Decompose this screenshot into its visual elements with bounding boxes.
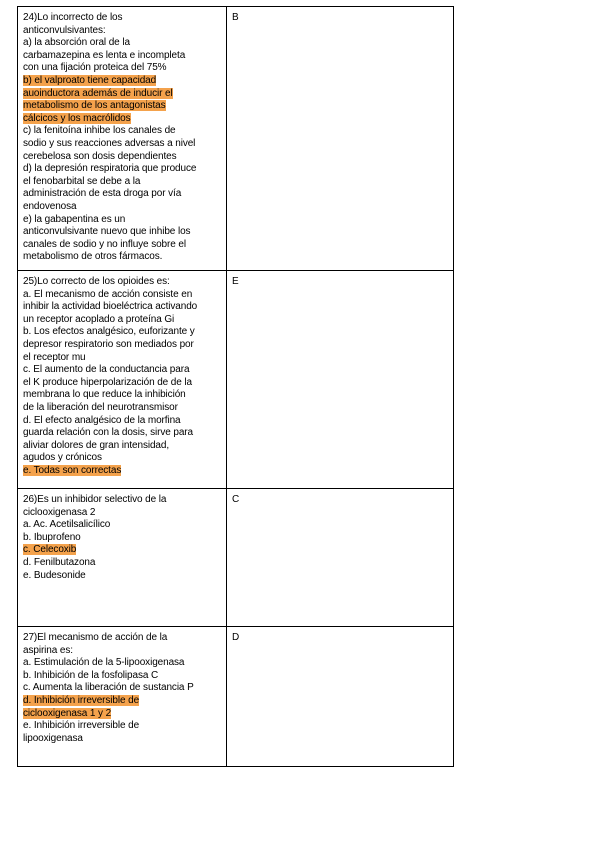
question-text-line: [23, 377, 222, 390]
question-row-26: [18, 488, 453, 626]
highlighted-answer-text: c. Celecoxib: [23, 544, 77, 556]
highlighted-answer-text: e. Todas son correctas: [23, 464, 122, 476]
question-text: cerebelosa son dosis dependientes: [23, 150, 177, 162]
question-text-line: [23, 557, 222, 570]
question-text: 25)Lo correcto de los opioides es:: [23, 276, 170, 287]
question-text: 24)Lo incorrecto de los: [23, 12, 123, 23]
question-text-line: [23, 289, 222, 302]
question-text-line: [23, 427, 222, 440]
question-cell: [18, 271, 227, 488]
question-cell: [18, 627, 227, 766]
question-text: agudos y crónicos: [23, 452, 102, 464]
question-text: 26)Es un inhibidor selectivo de la: [23, 494, 167, 505]
question-text: el fenobarbital se debe a la: [23, 175, 141, 187]
question-text-line: [23, 720, 222, 733]
question-text-line: [23, 670, 222, 683]
answer-cell: [227, 7, 453, 270]
question-row-27: [18, 626, 453, 766]
answer-letter: D: [232, 632, 240, 643]
question-text: a. El mecanismo de acción consiste en: [23, 288, 193, 300]
question-text: metabolismo de otros fármacos.: [23, 251, 163, 263]
question-text: e) la gabapentina es un: [23, 213, 126, 225]
question-text-line: [23, 402, 222, 415]
question-text-line: [23, 519, 222, 532]
question-text-line: [23, 239, 222, 252]
question-text: lipooxigenasa: [23, 732, 83, 744]
question-text-line: [23, 25, 222, 38]
question-text-line: [23, 452, 222, 465]
question-text-line: [23, 632, 222, 645]
question-text-line: [23, 125, 222, 138]
question-text: guarda relación con la dosis, sirve para: [23, 427, 193, 439]
question-row-25: [18, 270, 453, 488]
question-text-line: [23, 544, 222, 557]
question-text-line: [23, 176, 222, 189]
question-text-line: [23, 364, 222, 377]
question-text: canales de sodio y no influye sobre el: [23, 238, 186, 250]
question-text: el receptor mu: [23, 351, 86, 363]
question-text-line: [23, 314, 222, 327]
question-text: a. Estimulación de la 5-lipooxigenasa: [23, 657, 185, 669]
question-text-line: [23, 657, 222, 670]
question-text-line: [23, 339, 222, 352]
question-text-line: [23, 214, 222, 227]
question-text-line: [23, 75, 222, 88]
question-text-line: [23, 389, 222, 402]
question-text-line: [23, 532, 222, 545]
highlighted-answer-text: b) el valproato tiene capacidad: [23, 74, 157, 86]
question-text-line: [23, 251, 222, 264]
question-text-line: [23, 201, 222, 214]
question-text-line: [23, 163, 222, 176]
question-text: d. Fenilbutazona: [23, 556, 96, 568]
question-row-24: [18, 7, 453, 270]
question-text: de la liberación del neurotransmisor: [23, 401, 178, 413]
question-text-line: [23, 12, 222, 25]
question-text: b. Los efectos analgésico, euforizante y: [23, 326, 195, 338]
question-text-line: [23, 326, 222, 339]
quiz-table: [17, 6, 454, 767]
question-text: inhibir la actividad bioeléctrica activando: [23, 301, 198, 313]
question-text-line: [23, 301, 222, 314]
question-text: a. Ac. Acetilsalicílico: [23, 519, 111, 531]
question-cell: [18, 489, 227, 626]
highlighted-answer-text: auoinductora además de inducir el: [23, 87, 173, 99]
question-text: endovenosa: [23, 200, 77, 212]
question-text: ciclooxigenasa 2: [23, 506, 96, 518]
answer-letter: B: [232, 12, 239, 23]
question-text-line: [23, 645, 222, 658]
question-text-line: [23, 415, 222, 428]
highlighted-answer-text: cálcicos y los macrólidos: [23, 112, 131, 124]
question-text-line: [23, 352, 222, 365]
question-text: sodio y sus reacciones adversas a nivel: [23, 137, 196, 149]
question-cell: [18, 7, 227, 270]
question-text: e. Budesonide: [23, 569, 86, 581]
highlighted-answer-text: metabolismo de los antagonistas: [23, 100, 166, 112]
question-text-line: [23, 570, 222, 583]
question-text: aspirina es:: [23, 644, 73, 656]
answer-cell: [227, 271, 453, 488]
question-text: anticonvulsivantes:: [23, 24, 106, 36]
question-text: e. Inhibición irreversible de: [23, 720, 140, 732]
question-text: c. Aumenta la liberación de sustancia P: [23, 682, 194, 694]
question-text-line: [23, 113, 222, 126]
question-text: c) la fenitoína inhibe los canales de: [23, 125, 176, 137]
question-text: anticonvulsivante nuevo que inhibe los: [23, 226, 191, 238]
question-text: b. Inhibición de la fosfolipasa C: [23, 669, 159, 681]
answer-letter: E: [232, 276, 239, 287]
question-text: membrana lo que reduce la inhibición: [23, 389, 186, 401]
question-text-line: [23, 88, 222, 101]
question-text: con una fijación proteica del 75%: [23, 62, 167, 74]
question-text: a) la absorción oral de la: [23, 37, 130, 49]
question-text-line: [23, 440, 222, 453]
question-text: d) la depresión respiratoria que produce: [23, 163, 197, 175]
question-text: carbamazepina es lenta e incompleta: [23, 49, 186, 61]
question-text-line: [23, 276, 222, 289]
question-text-line: [23, 507, 222, 520]
highlighted-answer-text: d. Inhibición irreversible de: [23, 694, 140, 706]
question-text-line: [23, 50, 222, 63]
question-text: c. El aumento de la conductancia para: [23, 364, 190, 376]
question-text: depresor respiratorio son mediados por: [23, 338, 194, 350]
answer-letter: C: [232, 494, 240, 505]
question-text-line: [23, 188, 222, 201]
question-text: un receptor acoplado a proteína Gi: [23, 313, 175, 325]
question-text: aliviar dolores de gran intensidad,: [23, 439, 170, 451]
answer-cell: [227, 627, 453, 766]
question-text-line: [23, 138, 222, 151]
question-text: b. Ibuprofeno: [23, 531, 81, 543]
question-text-line: [23, 151, 222, 164]
question-text-line: [23, 62, 222, 75]
question-text-line: [23, 733, 222, 746]
highlighted-answer-text: ciclooxigenasa 1 y 2: [23, 707, 112, 719]
question-text-line: [23, 100, 222, 113]
question-text: d. El efecto analgésico de la morfina: [23, 414, 181, 426]
question-text-line: [23, 226, 222, 239]
question-text-line: [23, 494, 222, 507]
question-text: administración de esta droga por vía: [23, 188, 182, 200]
question-text: 27)El mecanismo de acción de la: [23, 632, 168, 643]
question-text-line: [23, 708, 222, 721]
question-text-line: [23, 465, 222, 478]
question-text-line: [23, 682, 222, 695]
question-text-line: [23, 37, 222, 50]
answer-cell: [227, 489, 453, 626]
question-text-line: [23, 695, 222, 708]
question-text: el K produce hiperpolarización de de la: [23, 376, 192, 388]
